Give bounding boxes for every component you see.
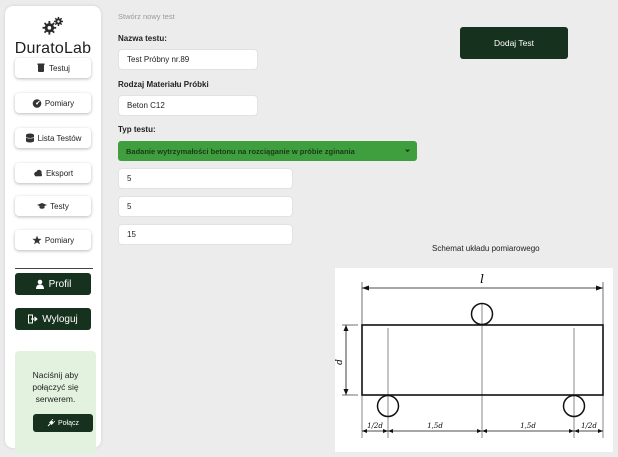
connect-button-label: Połącz [57, 419, 79, 427]
test-type-select[interactable] [118, 141, 417, 161]
database-icon [25, 133, 35, 143]
test-type-label: Typ testu: [118, 125, 156, 134]
sidebar-item-pomiary-2[interactable] [15, 230, 91, 250]
logout-icon [28, 314, 38, 324]
plug-icon [47, 419, 55, 427]
arrowhead [344, 389, 349, 395]
flask-icon [36, 63, 46, 73]
breadcrumb: Stwórz nowy test [118, 12, 175, 21]
graduation-cap-icon [37, 201, 47, 211]
material-input[interactable]: Beton C12 [118, 95, 258, 116]
connect-message: Naciśnij aby połączyć się serwerem. [32, 370, 79, 404]
sidebar-item-label: Lista Testów [37, 133, 82, 143]
connect-panel [15, 351, 96, 454]
sidebar-item-pomiary[interactable] [15, 93, 91, 113]
cloud-icon [33, 168, 43, 178]
measurement-diagram [335, 268, 613, 452]
brand-name: DuratoLab [14, 40, 92, 57]
beam-schematic [335, 268, 613, 452]
arrowhead [344, 325, 349, 331]
segment-label-1: 1/2d [367, 422, 383, 430]
star-icon [32, 235, 42, 245]
add-test-button[interactable]: Dodaj Test [460, 27, 568, 59]
user-icon [35, 279, 45, 289]
logo [5, 16, 101, 58]
arrowhead [362, 286, 369, 291]
segment-label-2: 1,5d [427, 422, 443, 430]
sidebar-divider [15, 268, 93, 269]
arrowhead [596, 286, 603, 291]
segment-label-3: 1,5d [520, 422, 536, 430]
segment-label-4: 1/2d [581, 422, 597, 430]
sidebar-item-testuj[interactable] [15, 58, 91, 78]
profile-button[interactable] [15, 273, 91, 295]
param-input-3[interactable]: 15 [118, 224, 293, 245]
profile-label: Profil [48, 278, 72, 290]
sidebar-item-label: Pomiary [44, 235, 75, 245]
sidebar-item-lista-testow[interactable] [15, 128, 91, 148]
sidebar-item-label: Eksport [45, 168, 74, 178]
beam [362, 325, 603, 395]
test-type-selected: Badanie wytrzymałości betonu na rozciąganie w próbie zginania [126, 146, 355, 156]
connect-button[interactable] [33, 414, 93, 432]
material-label: Rodzaj Materiału Próbki [118, 80, 209, 89]
logout-label: Wyloguj [42, 313, 78, 325]
gears-icon [42, 16, 64, 36]
sidebar [5, 6, 101, 448]
test-name-input[interactable]: Test Próbny nr.89 [118, 49, 258, 70]
sidebar-item-label: Testuj [49, 63, 70, 73]
logout-button[interactable] [15, 308, 91, 330]
sidebar-item-testy[interactable] [15, 196, 91, 216]
gauge-icon [32, 98, 42, 108]
param-input-2[interactable]: 5 [118, 196, 293, 217]
chevron-down-icon [404, 147, 411, 154]
sidebar-item-label: Testy [50, 201, 69, 211]
param-input-1[interactable]: 5 [118, 168, 293, 189]
sidebar-item-eksport[interactable] [15, 163, 91, 183]
sidebar-item-label: Pomiary [44, 98, 75, 108]
test-name-label: Nazwa testu: [118, 34, 167, 43]
diagram-title: Schemat układu pomiarowego [432, 244, 540, 253]
length-label: l [480, 272, 484, 286]
height-label: d [335, 359, 345, 365]
